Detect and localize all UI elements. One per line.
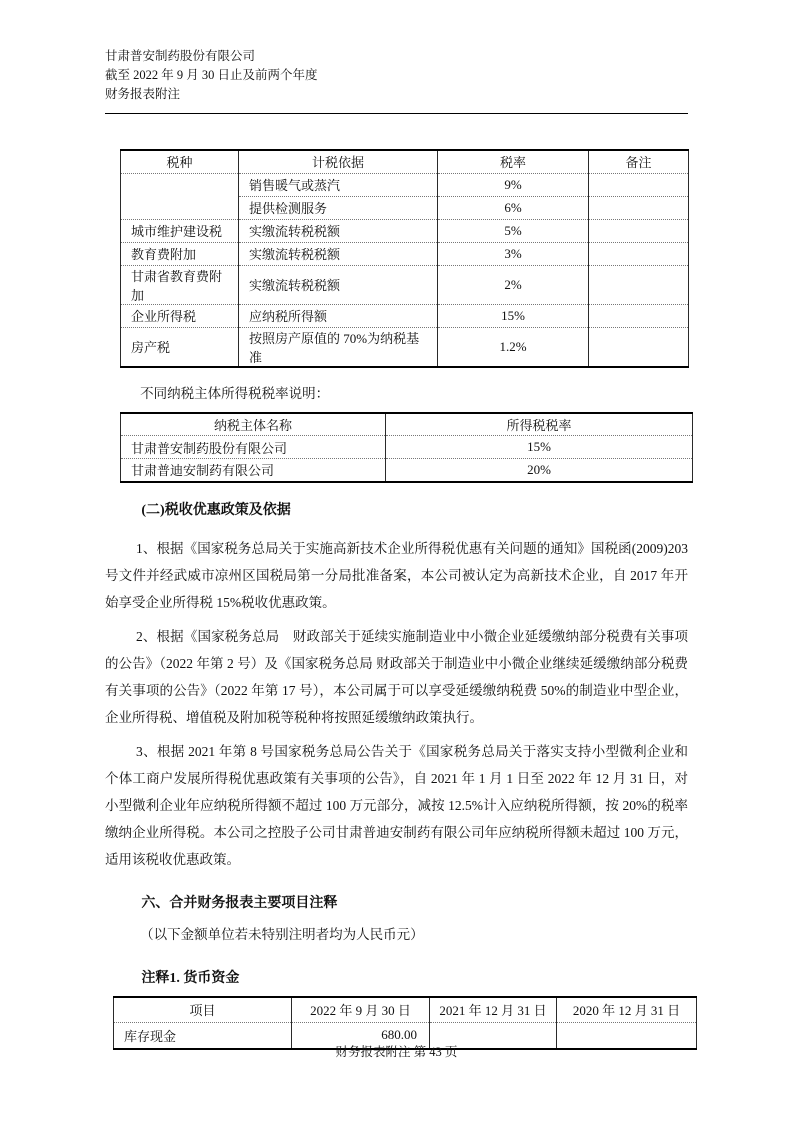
table-row [121,265,689,304]
entity-name-cell: 甘肃普迪安制药有限公司 [121,459,386,482]
table-row [121,436,693,459]
tax-basis-cell: 实缴流转税税额 [239,219,438,242]
section-heading-tax-preferential: (二)税收优惠政策及依据 [141,502,291,518]
tax-basis-cell: 实缴流转税税额 [239,265,438,304]
entity-name-cell: 甘肃普安制药股份有限公司 [121,436,386,459]
col-header-income-tax-rate: 所得税税率 [386,413,693,436]
paragraph-3: 3、根据 2021 年第 8 号国家税务总局公告关于《国家税务总局关于落实支持小型微利企业和个体工商户发展所得税优惠政策有关事项的公告》，自 2021 年 1 月 1 日至 2022 年 12 月 31 日，对小型微利企业年应纳税所得额不超过 100 万元部分，减按 12.5%计入应纳税所得额，按 20%的税率缴纳企业所得税。本公司之控股子公司甘肃普迪安制药有限公司年应纳税所得额未超过 100 万元，适用该税收优惠政策。 [105,743,688,867]
tax-rate-cell: 9% [438,173,589,196]
tax-basis-cell: 实缴流转税税额 [239,242,438,265]
remark-cell [589,173,689,196]
tax-type-cell: 教育费附加 [121,242,239,265]
col-header-2021-12-31: 2021 年 12 月 31 日 [430,997,557,1023]
col-header-2020-12-31: 2020 年 12 月 31 日 [557,997,697,1023]
col-header-tax-type: 税种 [121,150,239,173]
table-row [121,173,689,196]
table-row [121,327,689,367]
entity-rate-cell: 15% [386,436,693,459]
tax-rate-cell: 3% [438,242,589,265]
tax-type-cell: 甘肃省教育费附加 [121,265,239,304]
document-title: 财务报表附注 [105,87,181,101]
remark-cell [589,219,689,242]
entity-rate-note: 不同纳税主体所得税税率说明： [140,385,330,401]
tax-basis-cell: 提供检测服务 [239,196,438,219]
tax-rate-cell: 2% [438,265,589,304]
entity-rate-cell: 20% [386,459,693,482]
tax-rate-table [120,149,689,368]
value-2022-cell: 680.00 [292,1023,430,1049]
tax-rate-cell: 15% [438,304,589,327]
currency-unit-note: （以下金额单位若未特别注明者均为人民币元） [140,926,424,942]
tax-basis-cell: 应纳税所得额 [239,304,438,327]
table-row [121,219,689,242]
page-footer: 财务报表附注 第 43 页 [335,1045,458,1059]
paragraph-1: 1、根据《国家税务总局关于实施高新技术企业所得税优惠有关问题的通知》国税函(2009)203 号文件并经武威市凉州区国税局第一分局批准备案，本公司被认定为高新技术企业，自 2017 年开始享受企业所得税 15%税收优惠政策。 [105,540,688,610]
entity-income-tax-table [120,412,693,483]
remark-cell [589,304,689,327]
tax-basis-cell: 按照房产原值的 70%为纳税基准 [239,327,438,367]
table-header-row [114,997,697,1023]
col-header-item: 项目 [114,997,292,1023]
header-divider [105,113,688,114]
remark-cell [589,327,689,367]
col-header-tax-basis: 计税依据 [239,150,438,173]
tax-type-cell: 房产税 [121,327,239,367]
company-name: 甘肃普安制药股份有限公司 [105,49,256,63]
item-name-cell: 库存现金 [114,1023,292,1049]
table-header-row [121,150,689,173]
tax-rate-cell: 1.2% [438,327,589,367]
tax-type-cell [121,173,239,219]
tax-rate-cell: 6% [438,196,589,219]
remark-cell [589,265,689,304]
section-heading-six: 六、合并财务报表主要项目注释 [141,895,338,911]
table-row [121,459,693,482]
col-header-tax-rate: 税率 [438,150,589,173]
tax-type-cell: 企业所得税 [121,304,239,327]
remark-cell [589,242,689,265]
note1-heading-monetary-funds: 注释1. 货币资金 [141,970,240,986]
table-row [121,242,689,265]
tax-basis-cell: 销售暖气或蒸汽 [239,173,438,196]
remark-cell [589,196,689,219]
tax-type-cell: 城市维护建设税 [121,219,239,242]
col-header-entity-name: 纳税主体名称 [121,413,386,436]
col-header-2022-09-30: 2022 年 9 月 30 日 [292,997,430,1023]
table-header-row [121,413,693,436]
tax-rate-cell: 5% [438,219,589,242]
paragraph-2: 2、根据《国家税务总局 财政部关于延续实施制造业中小微企业延缓缴纳部分税费有关事项的公告》（2022 年第 2 号）及《国家税务总局 财政部关于制造业中小微企业继续延缓缴纳部分税费有关事项的公告》（2022 年第 17 号），本公司属于可以享受延缓缴纳税费 50%的制造业中型企业，企业所得税、增值税及附加税等税种将按照延缓缴纳政策执行。 [105,628,688,725]
col-header-remark: 备注 [589,150,689,173]
document-header [105,47,688,104]
table-row [121,304,689,327]
report-period: 截至 2022 年 9 月 30 日止及前两个年度 [105,68,318,82]
